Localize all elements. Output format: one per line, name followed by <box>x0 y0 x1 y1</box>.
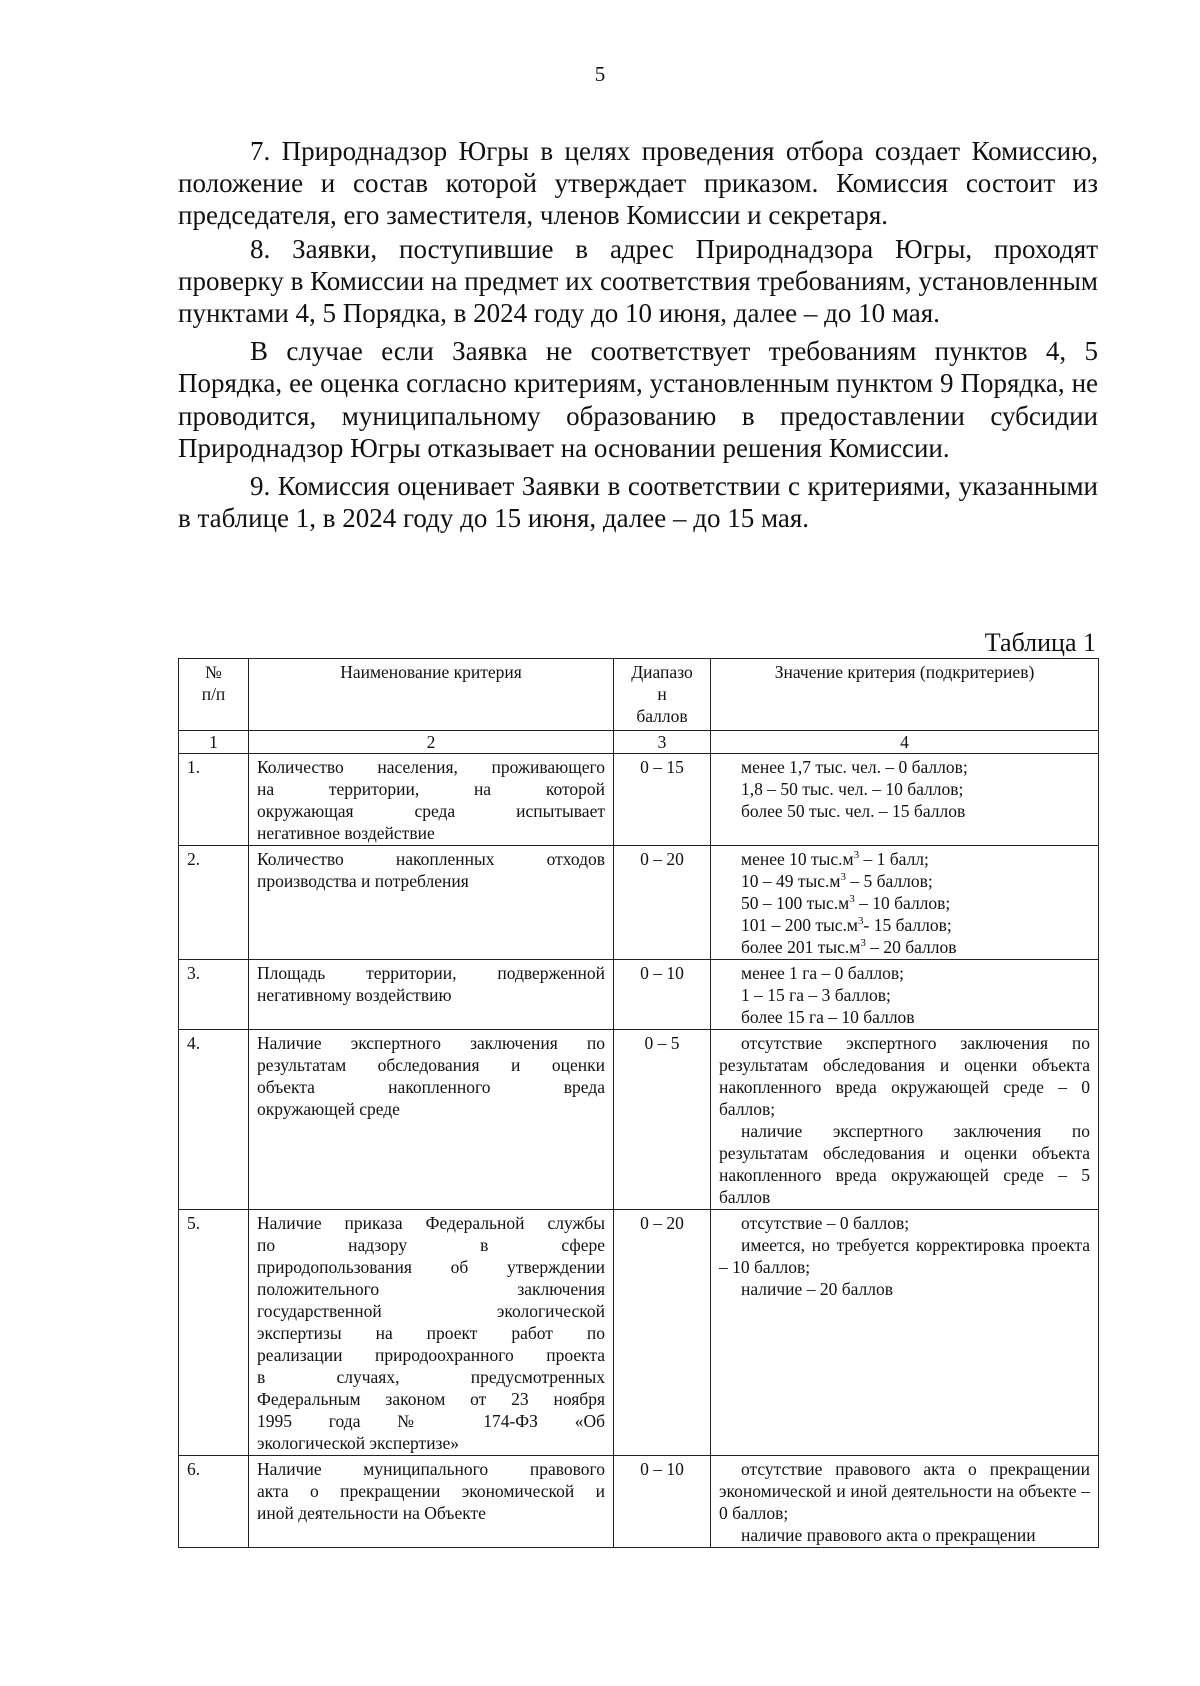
cubic-superscript: 3 <box>853 849 860 862</box>
criterion-name-line: Наличие муниципального правового <box>257 1459 605 1479</box>
cubic-superscript: 3 <box>860 937 866 950</box>
paragraph-9: 9. Комиссия оценивает Заявки в соответствии с критериями, указанными в таблице 1, в 2024 году до 15 июня, далее – до 15 мая. <box>178 471 1098 534</box>
value-text: более 201 тыс.м <box>741 937 861 957</box>
column-number: 2 <box>249 731 614 754</box>
score-range: 0 – 15 <box>614 754 711 846</box>
criterion-number: 1. <box>179 754 249 846</box>
criterion-name-line: государственной экологической <box>257 1301 605 1321</box>
score-range: 0 – 10 <box>614 960 711 1030</box>
criterion-value-item: 1 – 15 га – 3 баллов; <box>741 985 891 1005</box>
criterion-value-item: наличие – 20 баллов <box>741 1279 893 1299</box>
criterion-value <box>711 1210 1099 1456</box>
criterion-value-item: отсутствие – 0 баллов; <box>741 1213 910 1233</box>
criterion-name <box>249 1210 614 1456</box>
criterion-value-item <box>719 936 1090 958</box>
value-text: 10 – 49 тыс.м <box>741 871 841 891</box>
criterion-value-item <box>719 870 1090 892</box>
header-criterion-value: Значение критерия (подкритериев) <box>711 659 1099 731</box>
paragraph-8-refusal: В случае если Заявка не соответствует требованиям пунктов 4, 5 Порядка, ее оценка согласно критериям, установленным пунктом 9 Порядка, не проводится, муниципальному образованию в предоставлении субсидии Природнадзор Югры отказывает на основании решения Комиссии. <box>178 336 1098 463</box>
column-number: 4 <box>711 731 1099 754</box>
criterion-name-line: окружающей среде <box>257 1099 400 1119</box>
criterion-name-line: объекта накопленного вреда <box>257 1077 605 1097</box>
criterion-name-line: реализации природоохранного проекта <box>257 1345 605 1365</box>
header-number: № п/п <box>179 659 249 731</box>
header-criterion-name: Наименование критерия <box>249 659 614 731</box>
criterion-name-line: результатам обследования и оценки <box>257 1055 605 1075</box>
criterion-name-line: производства и потребления <box>257 871 469 891</box>
body-text <box>178 135 1098 534</box>
criterion-name-line: Количество накопленных отходов <box>257 849 605 869</box>
criterion-name <box>249 1030 614 1210</box>
value-text: – 1 балл; <box>859 849 929 869</box>
value-text: менее 10 тыс.м <box>741 849 854 869</box>
criterion-value-item: более 15 га – 10 баллов <box>741 1007 915 1027</box>
criterion-name-line: иной деятельности на Объекте <box>257 1503 486 1523</box>
value-text: - 15 баллов; <box>863 915 952 935</box>
score-range: 0 – 10 <box>614 1456 711 1548</box>
criterion-value <box>711 846 1099 960</box>
cubic-superscript: 3 <box>849 893 855 906</box>
criterion-name-line: Количество населения, проживающего <box>257 757 605 777</box>
score-range: 0 – 20 <box>614 846 711 960</box>
header-score-range: Диапазо н баллов <box>614 659 711 731</box>
table-row <box>179 1030 1099 1210</box>
cubic-superscript: 3 <box>840 871 846 884</box>
criterion-name-line: по надзору в сфере <box>257 1235 605 1255</box>
criterion-name-line: Федеральным законом от 23 ноября <box>257 1389 605 1409</box>
criterion-value-item: имеется, но требуется корректировка проекта – 10 баллов; <box>719 1235 1090 1277</box>
table-row <box>179 846 1099 960</box>
criterion-number: 2. <box>179 846 249 960</box>
criterion-name-line: акта о прекращении экономической и <box>257 1481 605 1501</box>
criterion-name <box>249 960 614 1030</box>
value-text: 101 – 200 тыс.м <box>741 915 858 935</box>
criterion-value-item: 1,8 – 50 тыс. чел. – 10 баллов; <box>741 779 964 799</box>
criterion-value-item: отсутствие экспертного заключения по результатам обследования и оценки объекта накопленного вреда окружающей среде – 0 баллов; <box>719 1033 1090 1119</box>
criterion-number: 5. <box>179 1210 249 1456</box>
criterion-name <box>249 846 614 960</box>
criterion-number: 3. <box>179 960 249 1030</box>
table-row <box>179 1210 1099 1456</box>
criterion-value <box>711 754 1099 846</box>
value-text: 50 – 100 тыс.м <box>741 893 850 913</box>
column-number: 3 <box>614 731 711 754</box>
criterion-name-line: 1995 года № 174-ФЗ «Об <box>257 1411 605 1431</box>
criterion-name-line: окружающая среда испытывает <box>257 801 605 821</box>
criterion-name-line: положительного заключения <box>257 1279 605 1299</box>
value-text: – 20 баллов <box>865 937 957 957</box>
table-caption: Таблица 1 <box>984 628 1096 657</box>
criterion-value-item: менее 1 га – 0 баллов; <box>741 963 904 983</box>
criterion-name-line: Наличие экспертного заключения по <box>257 1033 605 1053</box>
criterion-value-item: наличие экспертного заключения по результатам обследования и оценки объекта накопленного вреда окружающей среде – 5 баллов <box>719 1121 1090 1207</box>
criteria-rows <box>179 754 1099 1548</box>
criterion-value-item: более 50 тыс. чел. – 15 баллов <box>741 801 966 821</box>
value-text: – 10 баллов; <box>854 893 951 913</box>
criterion-value <box>711 960 1099 1030</box>
criterion-number: 4. <box>179 1030 249 1210</box>
score-range: 0 – 5 <box>614 1030 711 1210</box>
criterion-name-line: экологической экспертизе» <box>257 1433 459 1453</box>
criterion-name-line: Площадь территории, подверженной <box>257 963 605 983</box>
table-row <box>179 754 1099 846</box>
value-text: – 5 баллов; <box>846 871 933 891</box>
criterion-name <box>249 754 614 846</box>
criteria-table <box>178 658 1099 1548</box>
criterion-name-line: Наличие приказа Федеральной службы <box>257 1213 605 1233</box>
criterion-value-item: наличие правового акта о прекращении <box>741 1525 1036 1545</box>
criterion-name-line: природопользования об утверждении <box>257 1257 605 1277</box>
column-number-row <box>179 731 1099 754</box>
criterion-name-line: негативное воздействие <box>257 823 435 843</box>
criterion-value-item: отсутствие правового акта о прекращении экономической и иной деятельности на объекте – 0 баллов; <box>719 1459 1090 1523</box>
table-row <box>179 960 1099 1030</box>
criterion-value-item <box>719 892 1090 914</box>
table-header-row <box>179 659 1099 731</box>
criterion-name-line: экспертизы на проект работ по <box>257 1323 605 1343</box>
score-range: 0 – 20 <box>614 1210 711 1456</box>
page-number: 5 <box>594 62 606 86</box>
criterion-name <box>249 1456 614 1548</box>
table-row <box>179 1456 1099 1548</box>
criterion-value-item: менее 1,7 тыс. чел. – 0 баллов; <box>741 757 968 777</box>
criterion-value <box>711 1456 1099 1548</box>
criterion-name-line: в случаях, предусмотренных <box>257 1367 605 1387</box>
cubic-superscript: 3 <box>858 915 864 928</box>
criterion-name-line: на территории, на которой <box>257 779 605 799</box>
criterion-value <box>711 1030 1099 1210</box>
column-number: 1 <box>179 731 249 754</box>
criterion-number: 6. <box>179 1456 249 1548</box>
criterion-value-item <box>719 914 1090 936</box>
criterion-name-line: негативному воздействию <box>257 985 452 1005</box>
paragraph-8: 8. Заявки, поступившие в адрес Природнадзора Югры, проходят проверку в Комиссии на предмет их соответствия требованиям, установленным пунктами 4, 5 Порядка, в 2024 году до 10 июня, далее – до 10 мая. <box>178 233 1098 329</box>
paragraph-7: 7. Природнадзор Югры в целях проведения отбора создает Комиссию, положение и состав которой утверждает приказом. Комиссия состоит из председателя, его заместителя, членов Комиссии и секретаря. <box>178 136 1098 231</box>
criterion-value-item <box>719 848 1090 870</box>
